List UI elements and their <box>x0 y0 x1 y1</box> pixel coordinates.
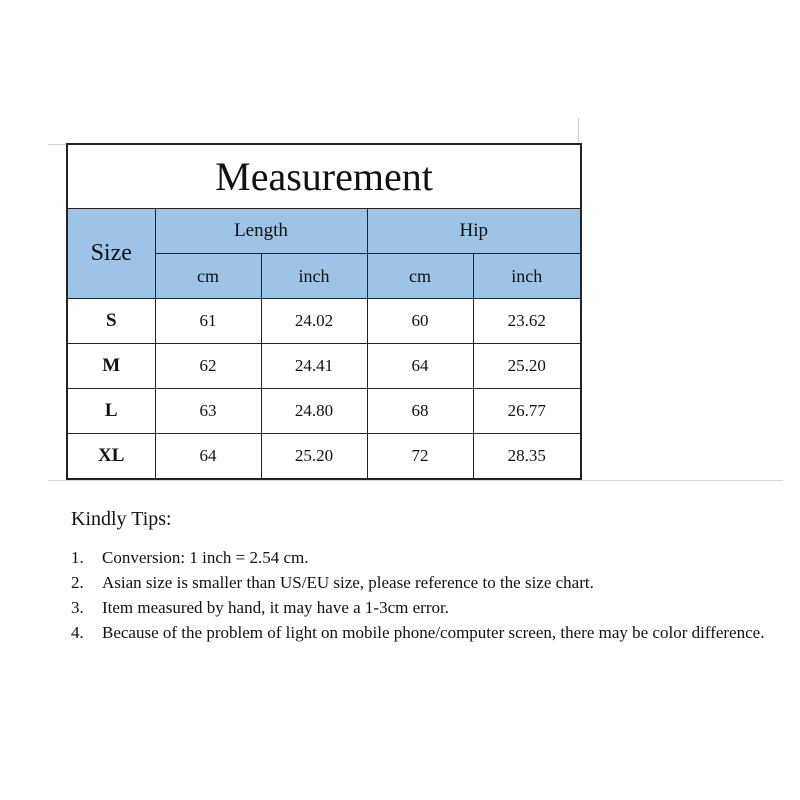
table-title: Measurement <box>67 144 581 209</box>
size-cell: S <box>67 299 155 344</box>
length-cm-header: cm <box>155 254 261 299</box>
tip-number: 4. <box>71 623 84 642</box>
length-inch-cell: 25.20 <box>261 434 367 480</box>
length-inch-header: inch <box>261 254 367 299</box>
list-item <box>71 595 781 620</box>
hip-cm-header: cm <box>367 254 473 299</box>
tip-text: Item measured by hand, it may have a 1-3cm error. <box>102 598 449 617</box>
list-item <box>71 545 781 570</box>
hip-inch-cell: 23.62 <box>473 299 581 344</box>
length-inch-cell: 24.02 <box>261 299 367 344</box>
length-cm-cell: 63 <box>155 389 261 434</box>
tip-number: 3. <box>71 598 84 617</box>
size-cell: XL <box>67 434 155 480</box>
list-item <box>71 570 781 595</box>
length-inch-cell: 24.80 <box>261 389 367 434</box>
hip-cm-cell: 60 <box>367 299 473 344</box>
length-cm-cell: 61 <box>155 299 261 344</box>
hip-cm-cell: 64 <box>367 344 473 389</box>
size-header: Size <box>67 209 155 299</box>
hip-cm-cell: 72 <box>367 434 473 480</box>
size-cell: M <box>67 344 155 389</box>
hip-cm-cell: 68 <box>367 389 473 434</box>
measurement-table <box>66 143 582 480</box>
size-cell: L <box>67 389 155 434</box>
hip-inch-cell: 25.20 <box>473 344 581 389</box>
length-inch-cell: 24.41 <box>261 344 367 389</box>
guide-line-vertical <box>578 118 579 144</box>
list-item <box>71 620 781 645</box>
hip-inch-cell: 26.77 <box>473 389 581 434</box>
table-row <box>67 434 581 480</box>
guide-line-bottom <box>48 480 783 481</box>
table-row <box>67 344 581 389</box>
table-row <box>67 299 581 344</box>
tip-text: Conversion: 1 inch = 2.54 cm. <box>102 548 309 567</box>
hip-inch-cell: 28.35 <box>473 434 581 480</box>
length-header: Length <box>155 209 367 254</box>
title-row <box>67 144 581 209</box>
length-cm-cell: 64 <box>155 434 261 480</box>
tips-title: Kindly Tips: <box>71 508 172 530</box>
table-row <box>67 389 581 434</box>
hip-header: Hip <box>367 209 581 254</box>
tip-number: 2. <box>71 573 84 592</box>
tip-text: Asian size is smaller than US/EU size, please reference to the size chart. <box>102 573 594 592</box>
tip-text: Because of the problem of light on mobile phone/computer screen, there may be color difference. <box>102 623 765 642</box>
length-cm-cell: 62 <box>155 344 261 389</box>
tip-number: 1. <box>71 548 84 567</box>
guide-line-top <box>48 144 66 145</box>
hip-inch-header: inch <box>473 254 581 299</box>
kindly-tips <box>71 508 781 645</box>
tips-list <box>71 545 781 645</box>
header-group-row <box>67 209 581 254</box>
